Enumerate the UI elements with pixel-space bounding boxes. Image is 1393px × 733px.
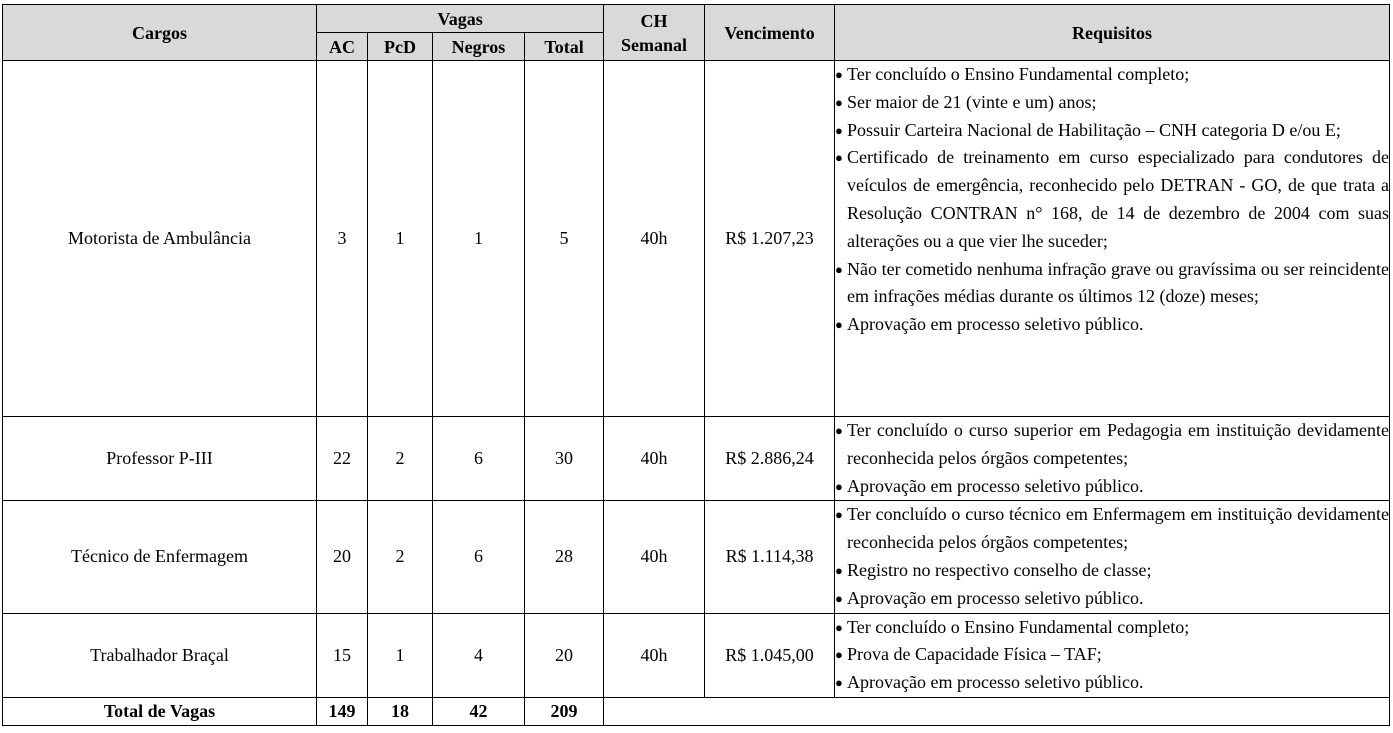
header-total: Total	[525, 33, 604, 61]
bullet-icon: ●	[835, 562, 843, 578]
requisito-text: Ter concluído o curso técnico em Enfermagem em instituição devidamente reconhecida pelos órgãos competentes;	[847, 504, 1390, 553]
ch-cell: 40h	[604, 501, 705, 613]
requisitos-cell	[835, 417, 1390, 501]
requisito-item	[835, 117, 1389, 145]
pcd-cell: 2	[368, 417, 433, 501]
bullet-icon: ●	[835, 94, 843, 110]
requisito-text: Aprovação em processo seletivo público.	[847, 672, 1144, 693]
requisito-item	[835, 669, 1389, 697]
cargo-cell: Trabalhador Braçal	[3, 613, 317, 697]
bullet-icon: ●	[835, 261, 843, 277]
total-negros: 42	[433, 697, 525, 725]
requisito-item	[835, 311, 1389, 339]
ch-cell: 40h	[604, 61, 705, 417]
header-ch-line2: Semanal	[621, 34, 688, 55]
requisito-text: Ter concluído o curso superior em Pedagogia em instituição devidamente reconhecida pelos órgãos competentes;	[847, 420, 1390, 468]
cargo-cell: Professor P-III	[3, 417, 317, 501]
requisito-text: Ter concluído o Ensino Fundamental completo;	[847, 64, 1190, 84]
requisitos-cell	[835, 501, 1390, 613]
table-body	[3, 61, 1390, 698]
requisito-text: Aprovação em processo seletivo público.	[847, 475, 1144, 496]
negros-cell: 4	[433, 613, 525, 697]
total-total: 209	[525, 697, 604, 725]
bullet-icon: ●	[835, 619, 843, 635]
requisito-text: Aprovação em processo seletivo público.	[847, 314, 1144, 335]
requisito-item	[835, 641, 1389, 669]
total-row	[3, 697, 1390, 725]
bullet-icon: ●	[835, 423, 843, 438]
requisitos-cell	[835, 613, 1390, 697]
header-cargos: Cargos	[3, 5, 317, 61]
bullet-icon: ●	[835, 590, 843, 606]
requisito-text: Ter concluído o Ensino Fundamental completo;	[847, 616, 1190, 637]
pcd-cell: 1	[368, 613, 433, 697]
requisito-item	[835, 61, 1389, 89]
header-vencimento: Vencimento	[705, 5, 835, 61]
requisitos-cell	[835, 61, 1390, 417]
requisito-text: Registro no respectivo conselho de classe;	[847, 559, 1152, 580]
pcd-cell: 2	[368, 501, 433, 613]
ac-cell: 20	[317, 501, 368, 613]
requisito-text: Não ter cometido nenhuma infração grave ou gravíssima ou ser reincidente em infrações médias durante os últimos 12 (doze) meses;	[847, 258, 1390, 307]
negros-cell: 6	[433, 417, 525, 501]
pcd-cell: 1	[368, 61, 433, 417]
negros-cell: 6	[433, 501, 525, 613]
vencimento-cell: R$ 1.045,00	[705, 613, 835, 697]
requisito-item	[835, 557, 1389, 585]
requisito-item	[835, 614, 1389, 642]
requisito-text: Prova de Capacidade Física – TAF;	[847, 644, 1102, 665]
requisito-item	[835, 89, 1389, 117]
requisito-item	[835, 417, 1389, 473]
vencimento-cell: R$ 1.207,23	[705, 61, 835, 417]
ac-cell: 22	[317, 417, 368, 501]
total-pcd: 18	[368, 697, 433, 725]
total-label: Total de Vagas	[3, 697, 317, 725]
total-cell: 5	[525, 61, 604, 417]
total-blank	[604, 697, 1390, 725]
header-pcd: PcD	[368, 33, 433, 61]
ch-cell: 40h	[604, 613, 705, 697]
table-row	[3, 417, 1390, 501]
header-vagas: Vagas	[317, 5, 604, 33]
table-row	[3, 613, 1390, 697]
header-ac: AC	[317, 33, 368, 61]
requisito-text: Certificado de treinamento em curso especializado para condutores de veículos de emergência, reconhecido pelo DETRAN - GO, de que trata a Resolução CONTRAN n° 168, de 14 de dezembro de 2004 com suas alterações ou a que vier lhe suceder;	[847, 147, 1390, 251]
total-cell: 30	[525, 417, 604, 501]
negros-cell: 1	[433, 61, 525, 417]
cargo-cell: Técnico de Enfermagem	[3, 501, 317, 613]
table-row	[3, 501, 1390, 613]
total-cell: 28	[525, 501, 604, 613]
requisito-item	[835, 585, 1389, 613]
bullet-icon: ●	[835, 647, 843, 663]
vencimento-cell: R$ 1.114,38	[705, 501, 835, 613]
ac-cell: 3	[317, 61, 368, 417]
requisito-text: Possuir Carteira Nacional de Habilitação – CNH categoria D e/ou E;	[847, 119, 1341, 140]
bullet-icon: ●	[835, 67, 843, 82]
header-ch-line1: CH	[640, 10, 668, 31]
header-requisitos: Requisitos	[835, 5, 1390, 61]
total-cell: 20	[525, 613, 604, 697]
total-ac: 149	[317, 697, 368, 725]
table-row	[3, 61, 1390, 417]
vagas-table	[2, 4, 1390, 726]
bullet-icon: ●	[835, 122, 843, 138]
header-negros: Negros	[433, 33, 525, 61]
bullet-icon: ●	[835, 150, 843, 166]
requisito-item	[835, 144, 1389, 255]
requisito-item	[835, 473, 1389, 501]
cargo-cell: Motorista de Ambulância	[3, 61, 317, 417]
header-ch-semanal	[604, 5, 705, 61]
ch-cell: 40h	[604, 417, 705, 501]
bullet-icon: ●	[835, 317, 843, 333]
requisito-item	[835, 256, 1389, 312]
bullet-icon: ●	[835, 675, 843, 691]
bullet-icon: ●	[835, 507, 843, 523]
requisito-text: Aprovação em processo seletivo público.	[847, 587, 1144, 608]
bullet-icon: ●	[835, 478, 843, 494]
ac-cell: 15	[317, 613, 368, 697]
requisito-text: Ser maior de 21 (vinte e um) anos;	[847, 91, 1097, 112]
requisito-item	[835, 501, 1389, 557]
vencimento-cell: R$ 2.886,24	[705, 417, 835, 501]
